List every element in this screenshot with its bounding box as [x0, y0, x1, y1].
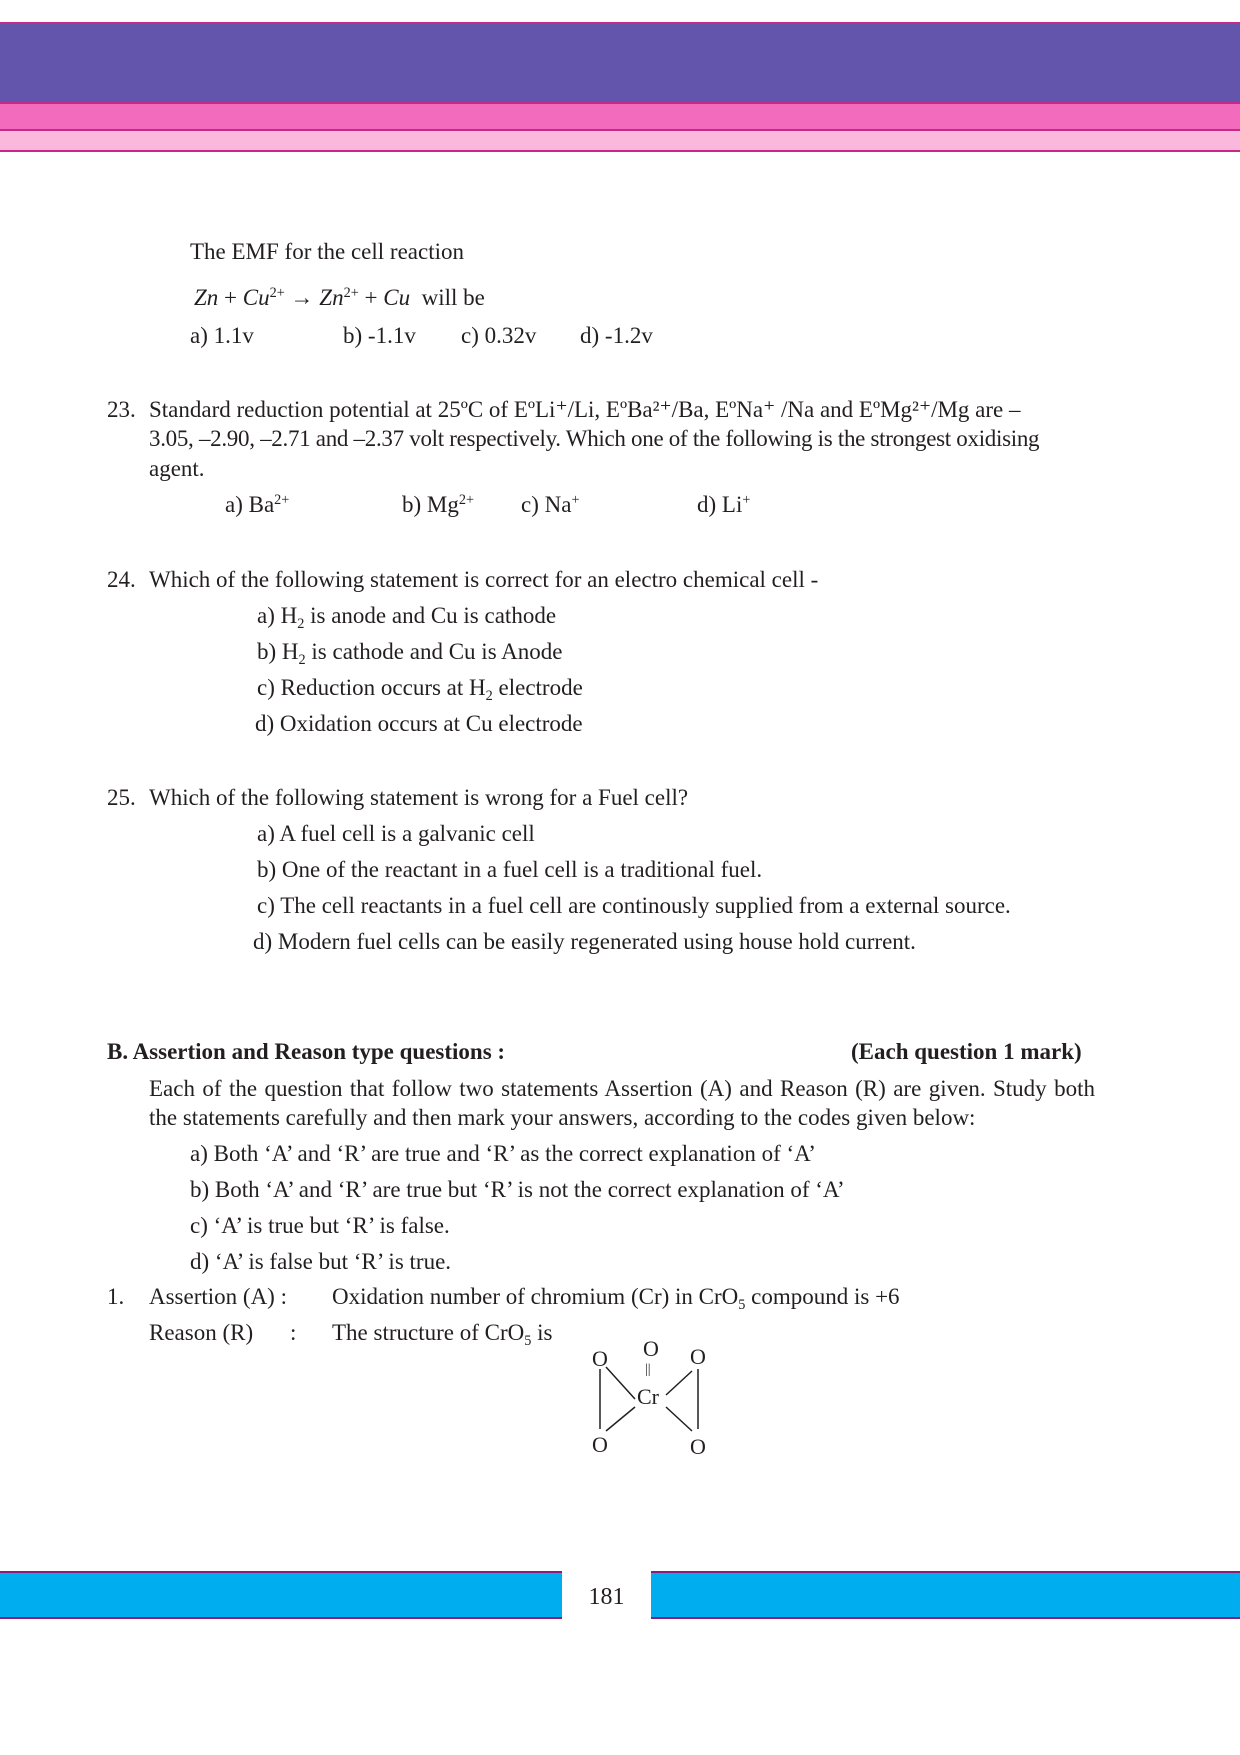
q25-option-a: a) A fuel cell is a galvanic cell [257, 821, 535, 846]
ar1-assertion-text: Oxidation number of chromium (Cr) in CrO$_5$ compound is +6 [332, 1284, 900, 1313]
eq-zn: Zn [194, 285, 219, 310]
chromium-center: Cr [637, 1384, 659, 1409]
footer-band-left [0, 1571, 562, 1619]
ar1-assertion-label: Assertion (A) : [149, 1284, 287, 1309]
eq-zn2: Zn [319, 285, 344, 310]
q23-number: 23. [107, 397, 136, 422]
code-c: c) ‘A’ is true but ‘R’ is false. [190, 1213, 450, 1238]
section-b-intro: Each of the question that follow two statements Assertion (A) and Reason (R) are given. Study both the statements carefully and then mark your answers, according to the codes given below: [149, 1076, 1095, 1130]
section-b-heading: B. Assertion and Reason type questions : [107, 1039, 506, 1064]
q24-stem: Which of the following statement is correct for an electro chemical cell - [149, 567, 819, 592]
q25-option-d: d) Modern fuel cells can be easily regenerated using house hold current. [253, 929, 916, 954]
eq-plus: + [224, 285, 238, 310]
cro5-structure-diagram [580, 1337, 720, 1462]
peroxo-oxygen-right-top: O [690, 1344, 706, 1369]
q23-option-a: a) $Ba^{2+}$ [225, 492, 290, 517]
section-b-marks: (Each question 1 mark) [851, 1039, 1082, 1064]
double-bond: || [645, 1362, 651, 1377]
q23-option-c: c) Na+ [521, 492, 580, 517]
q24-number: 24. [107, 567, 136, 592]
q25-option-b: b) One of the reactant in a fuel cell is a traditional fuel. [257, 857, 763, 882]
page-number: 181 [588, 1584, 625, 1610]
eq-zn2-charge: 2+ [343, 285, 359, 302]
peroxo-oxygen-left-bottom: O [592, 1432, 608, 1457]
header-band-pink [0, 104, 1240, 131]
code-b: b) Both ‘A’ and ‘R’ are true but ‘R’ is not the correct explanation of ‘A’ [190, 1177, 845, 1202]
code-a: a) Both ‘A’ and ‘R’ are true and ‘R’ as the correct explanation of ‘A’ [190, 1141, 816, 1166]
q25-number: 25. [107, 785, 136, 810]
ar1-reason-label: Reason (R) [149, 1320, 254, 1345]
peroxo-oxygen-right-bottom: O [690, 1434, 706, 1459]
q23-option-d: d) Li+ [697, 492, 751, 517]
q22-option-c: c) 0.32v [461, 323, 537, 348]
q23-line-3: agent. [149, 456, 205, 481]
code-d: d) ‘A’ is false but ‘R’ is true. [190, 1249, 452, 1274]
q25-option-c: c) The cell reactants in a fuel cell are continously supplied from a external source. [257, 893, 1011, 918]
q22-equation [194, 284, 485, 313]
q24-option-d: d) Oxidation occurs at Cu electrode [255, 711, 583, 736]
peroxo-oxygen-left-top: O [592, 1346, 608, 1371]
q24-option-b: b) $H_2$ is cathode and Cu is Anode [257, 639, 563, 668]
q24-option-a: a) $H_2$ is anode and Cu is cathode [257, 603, 557, 632]
oxo-oxygen: O [643, 1336, 659, 1361]
q23-line-2: 3.05, –2.90, –2.71 and –2.37 volt respectively. Which one of the following is the strongest oxidising [149, 426, 1040, 451]
footer-band-right [651, 1571, 1240, 1619]
ar1-number: 1. [107, 1284, 125, 1309]
ar1-reason-colon: : [290, 1320, 297, 1345]
q23-line-1: Standard reduction potential at 25ºC of EºLi⁺/Li, EºBa²⁺/Ba, EºNa⁺ /Na and EºMg²⁺/Mg are – [149, 397, 1021, 422]
eq-cu: Cu [242, 285, 270, 310]
eq-plus: + [364, 285, 378, 310]
eq-cu2: Cu [383, 285, 411, 310]
q22-stem: The EMF for the cell reaction [190, 239, 464, 264]
q23-option-b: b) $Mg^{2+}$ [402, 492, 475, 517]
eq-cu-charge: 2+ [269, 285, 285, 302]
header-band-light-pink [0, 131, 1240, 152]
q22-option-d: d) -1.2v [580, 323, 653, 348]
q22-option-b: b) -1.1v [343, 323, 416, 348]
header-band-purple [0, 22, 1240, 104]
eq-tail: will be [421, 285, 485, 310]
q22-option-a: a) 1.1v [190, 323, 254, 348]
q25-stem: Which of the following statement is wrong for a Fuel cell? [149, 785, 689, 810]
q24-option-c: c) Reduction occurs at $H_2$ electrode [257, 675, 583, 704]
eq-arrow: → [290, 285, 314, 310]
ar1-reason-text: The structure of CrO$_5$ is [332, 1320, 553, 1349]
